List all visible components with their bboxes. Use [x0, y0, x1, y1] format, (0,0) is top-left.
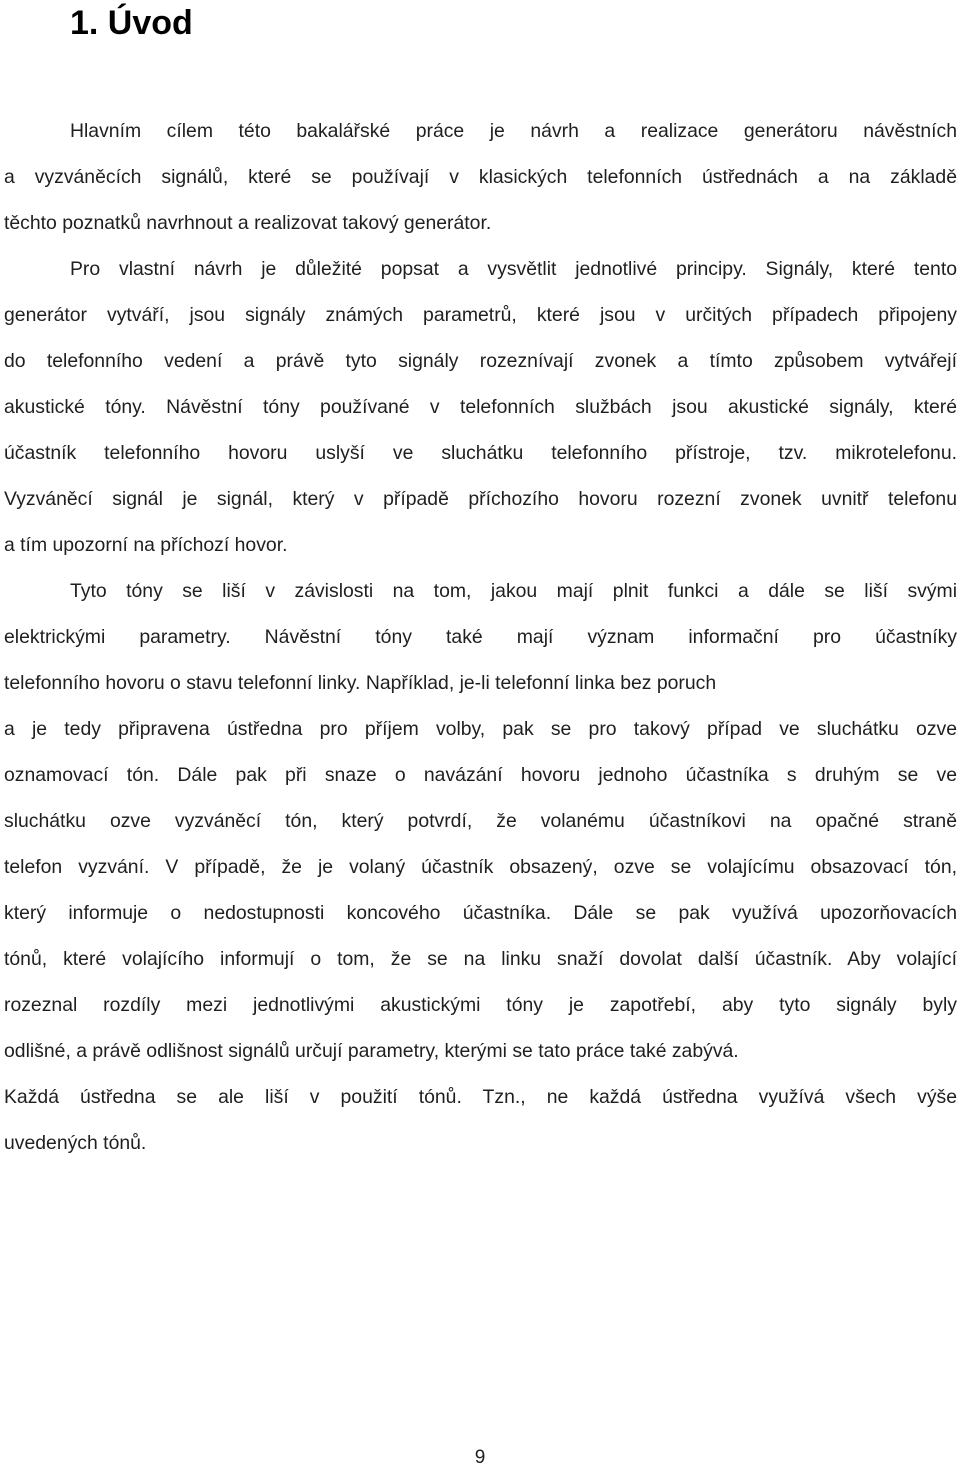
text-line: rozeznal rozdíly mezi jednotlivými akustickými tóny je zapotřebí, aby tyto signály byly	[4, 994, 957, 1016]
text-line: Vyzváněcí signál je signál, který v případě příchozího hovoru rozezní zvonek uvnitř telefonu	[4, 488, 957, 510]
text-line: uvedených tónů.	[4, 1132, 147, 1154]
text-line: a vyzváněcích signálů, které se používají v klasických telefonních ústřednách a na základě	[4, 166, 957, 188]
text-line: těchto poznatků navrhnout a realizovat takový generátor.	[4, 212, 492, 234]
body-text	[4, 108, 957, 1166]
text-line: Pro vlastní návrh je důležité popsat a vysvětlit jednotlivé principy. Signály, které tento	[70, 258, 957, 280]
text-line: generátor vytváří, jsou signály známých parametrů, které jsou v určitých případech připojeny	[4, 304, 957, 326]
text-line: Každá ústředna se ale liší v použití tónů. Tzn., ne každá ústředna využívá všech výše	[4, 1086, 957, 1108]
text-line: účastník telefonního hovoru uslyší ve sluchátku telefonního přístroje, tzv. mikrotelefonu.	[4, 442, 957, 464]
text-line: Hlavním cílem této bakalářské práce je návrh a realizace generátoru návěstních	[70, 120, 957, 142]
text-line: elektrickými parametry. Návěstní tóny také mají význam informační pro účastníky	[4, 626, 957, 648]
text-line: který informuje o nedostupnosti koncového účastníka. Dále se pak využívá upozorňovacích	[4, 902, 957, 924]
text-line: odlišné, a právě odlišnost signálů určují parametry, kterými se tato práce také zabývá.	[4, 1040, 739, 1062]
text-line: tónů, které volajícího informují o tom, že se na linku snaží dovolat další účastník. Aby volající	[4, 948, 957, 970]
text-line: sluchátku ozve vyzváněcí tón, který potvrdí, že volanému účastníkovi na opačné straně	[4, 810, 957, 832]
page-number: 9	[474, 1447, 486, 1468]
text-line: telefonního hovoru o stavu telefonní linky. Například, je-li telefonní linka bez poruch	[4, 672, 717, 694]
text-line: a je tedy připravena ústředna pro příjem volby, pak se pro takový případ ve sluchátku ozve	[4, 718, 957, 740]
text-line: telefon vyzvání. V případě, že je volaný účastník obsazený, ozve se volajícímu obsazovací tón,	[4, 856, 957, 878]
text-line: Tyto tóny se liší v závislosti na tom, jakou mají plnit funkci a dále se liší svými	[70, 580, 957, 602]
text-line: akustické tóny. Návěstní tóny používané v telefonních službách jsou akustické signály, které	[4, 396, 957, 418]
page-title: 1. Úvod	[70, 4, 193, 42]
text-line: oznamovací tón. Dále pak při snaze o navázání hovoru jednoho účastníka s druhým se ve	[4, 764, 957, 786]
text-line: a tím upozorní na příchozí hovor.	[4, 534, 288, 556]
text-line: do telefonního vedení a právě tyto signály rozeznívají zvonek a tímto způsobem vytvářejí	[4, 350, 957, 372]
